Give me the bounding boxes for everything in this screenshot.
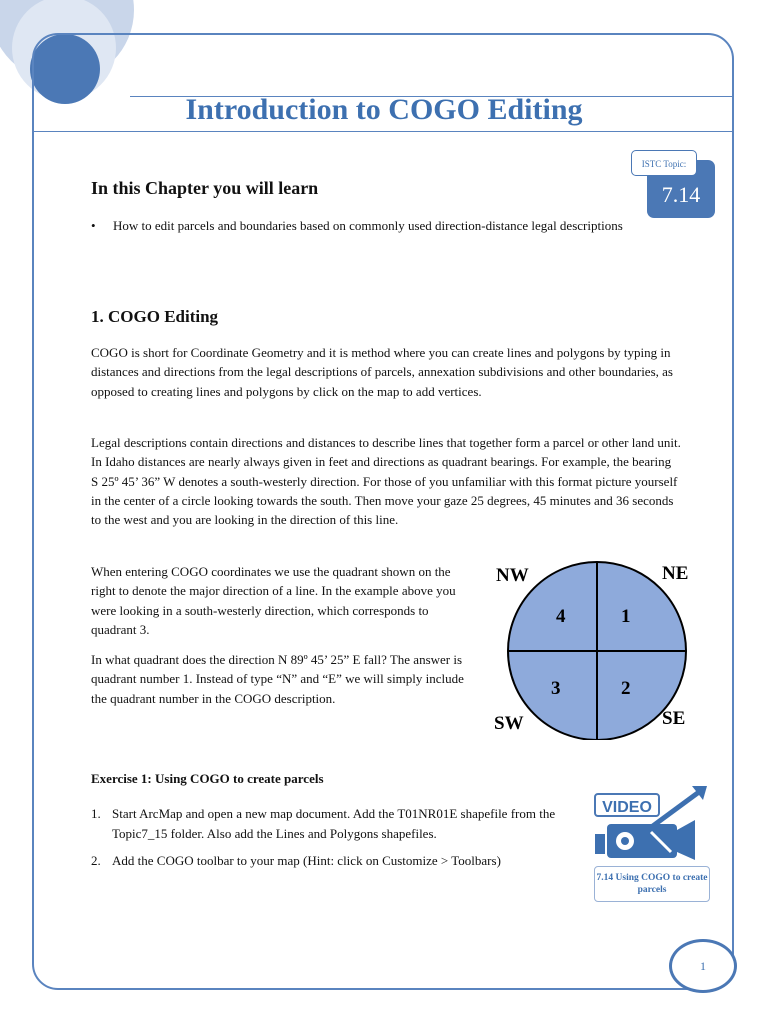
step-number: 2. bbox=[91, 853, 101, 868]
quadrant-label-ne: NE bbox=[662, 563, 689, 584]
quadrant-number-3: 3 bbox=[551, 678, 561, 699]
quadrant-label-sw: SW bbox=[494, 713, 524, 734]
chapter-bullet-text: How to edit parcels and boundaries based on commonly used direction-distance legal descriptions bbox=[113, 218, 623, 233]
exercise-heading: Exercise 1: Using COGO to create parcels bbox=[91, 771, 324, 786]
page-number: 1 bbox=[669, 939, 737, 993]
chapter-heading: In this Chapter you will learn bbox=[91, 178, 319, 198]
step-number: 1. bbox=[91, 806, 101, 821]
chapter-bullet bbox=[91, 216, 631, 236]
step-text: Add the COGO toolbar to your map (Hint: click on Customize > Toolbars) bbox=[112, 853, 501, 868]
quadrant-number-1: 1 bbox=[621, 606, 631, 627]
paragraph-cogo-intro: COGO is short for Coordinate Geometry and it is method where you can create lines and polygons by typing in distances and directions from the legal descriptions of parcels, annexation subdivisions and other boundaries, as opposed to creating lines and polygons by click on the map to add vertices. bbox=[91, 345, 673, 399]
quadrant-number-2: 2 bbox=[621, 678, 631, 699]
quadrant-label-nw: NW bbox=[496, 565, 529, 586]
video-camera-icon bbox=[591, 782, 711, 867]
section-heading: 1. COGO Editing bbox=[91, 307, 219, 326]
paragraph-quadrant-question: In what quadrant does the direction N 89º 45’ 25” E fall? The answer is quadrant number 1. Instead of type “N” and “E” we will simply include the quadrant number in the COGO description. bbox=[91, 652, 464, 706]
exercise-step-2 bbox=[91, 851, 571, 871]
page-title: Introduction to COGO Editing bbox=[185, 93, 583, 126]
exercise-step-1 bbox=[91, 804, 571, 843]
istc-topic-number: 7.14 bbox=[647, 160, 715, 218]
title-rule-bottom bbox=[32, 131, 734, 132]
paragraph-legal-descriptions: Legal descriptions contain directions and distances to describe lines that together form a parcel or other land unit. In Idaho distances are nearly always given in feet and directions as quadrant bearings. For example, the bearing S 25º 45’ 36” W denotes a south-westerly direction. For those of you unfamiliar with this format picture yourself in the center of a circle looking towards the south. Then move your gaze 25 degrees, 45 minutes and 36 seconds to the west and you are looking in the direction of this line. bbox=[91, 435, 681, 528]
quadrant-diagram bbox=[480, 550, 710, 740]
quadrant-number-4: 4 bbox=[556, 606, 566, 627]
video-caption[interactable]: 7.14 Using COGO to create parcels bbox=[594, 866, 710, 902]
step-text: Start ArcMap and open a new map document. Add the T01NR01E shapefile from the Topic7_15 folder. Also add the Lines and Polygons shapefiles. bbox=[112, 806, 556, 841]
istc-topic-label: ISTC Topic: bbox=[631, 150, 697, 176]
bullet-icon: • bbox=[91, 218, 96, 233]
quadrant-label-se: SE bbox=[662, 708, 686, 729]
paragraph-quadrant-intro: When entering COGO coordinates we use the quadrant shown on the right to denote the major direction of a line. In the example above you were looking in a south-westerly direction, which corresponds to quadrant 3. bbox=[91, 564, 456, 637]
video-badge: VIDEO bbox=[602, 799, 652, 816]
